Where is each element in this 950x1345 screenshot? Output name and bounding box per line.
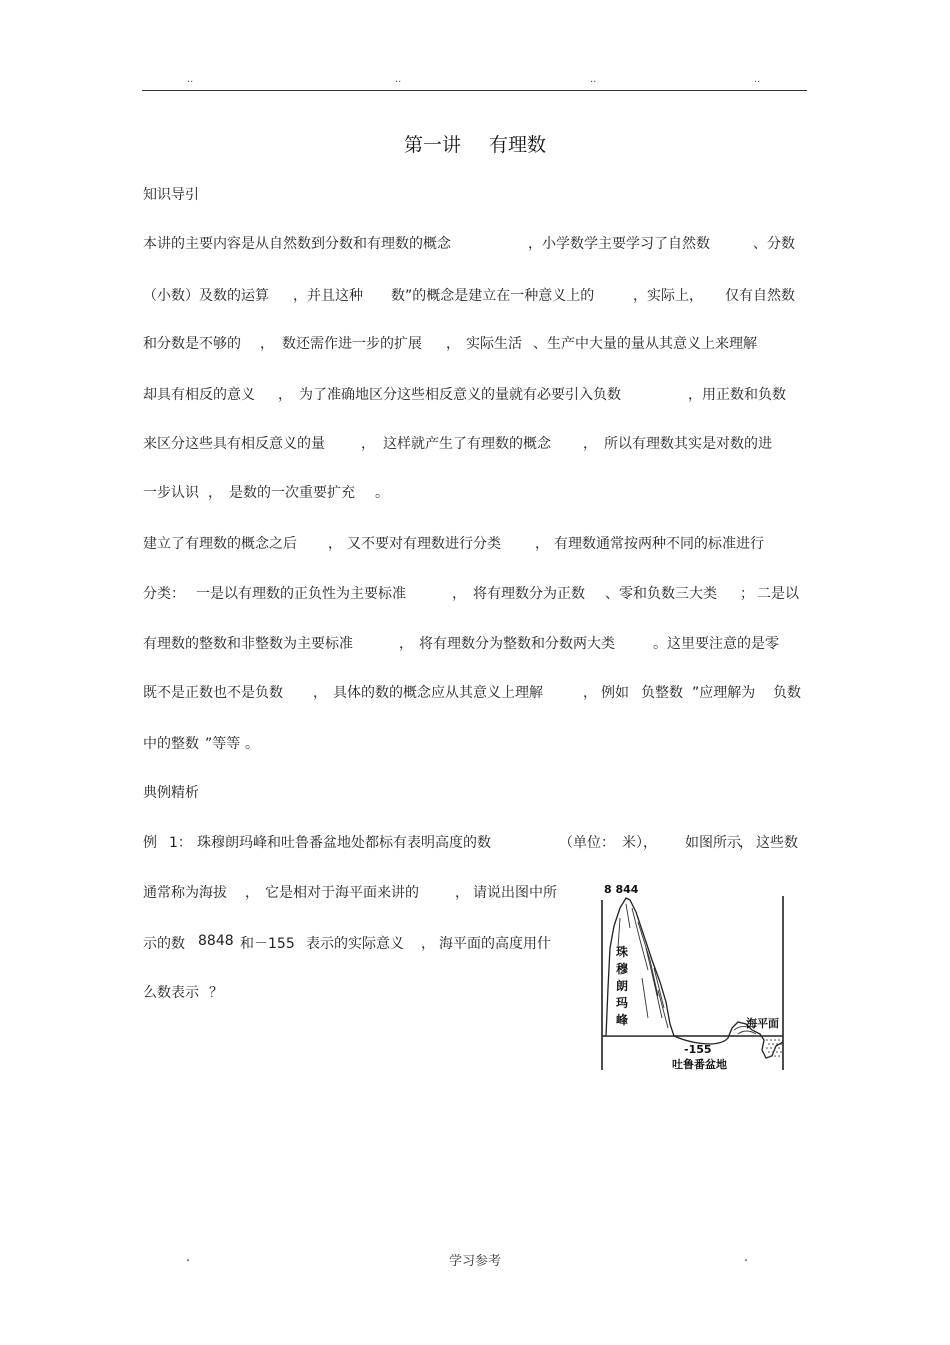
water-stipple <box>766 1039 782 1057</box>
footer-center-text: 学习参考 <box>448 1254 501 1269</box>
text: 实际生活 <box>466 336 522 352</box>
text: ，并且这种 <box>293 288 363 304</box>
text: 它是相对于海平面来讲的 <box>265 885 419 901</box>
text: 一是以有理数的正负性为主要标准 <box>196 586 406 602</box>
text: 负整数 <box>641 685 683 701</box>
text: 却具有相反的意义 <box>143 387 255 403</box>
text: 、分数 <box>753 236 795 252</box>
text: 本讲的主要内容是从自然数到分数和有理数的概念 <box>143 236 451 252</box>
text: 、零和负数三大类 <box>605 586 717 602</box>
text: 通常称为海拔 <box>143 885 227 901</box>
text: ； <box>740 586 754 602</box>
header-dots-3: .. <box>590 74 597 85</box>
page-title <box>0 130 950 157</box>
text: ， <box>399 636 413 652</box>
text: ？ <box>209 985 223 1001</box>
header-dots-4: .. <box>754 74 761 85</box>
sea-level-label: 海平面 <box>746 1017 779 1030</box>
section-heading-knowledge: 知识导引 <box>143 187 199 203</box>
text: 数还需作进一步的扩展 <box>282 336 422 352</box>
text: ，小学数学主要学习了自然数 <box>528 236 710 252</box>
text: 既不是正数也不是负数 <box>143 685 283 701</box>
text: 二是以 <box>757 586 799 602</box>
text: 和－155 <box>240 936 295 952</box>
text: 具体的数的概念应从其意义上理解 <box>333 685 543 701</box>
text: 是数的一次重要扩充 <box>229 485 355 501</box>
altitude-figure <box>596 878 792 1078</box>
text: 示的数 <box>143 936 185 952</box>
text: ，用正数和负数 <box>688 387 786 403</box>
header-rule <box>142 90 807 91</box>
text: ， <box>421 936 435 952</box>
text: ， <box>455 885 469 901</box>
text: 有理数通常按两种不同的标准进行 <box>554 536 764 552</box>
header-dots-2: .. <box>395 74 402 85</box>
peak-label-char: 峰 <box>616 1013 629 1027</box>
text: 仅有自然数 <box>725 288 795 304</box>
text: 将有理数分为整数和分数两大类 <box>419 636 615 652</box>
text: ， <box>328 536 342 552</box>
text: 。 <box>245 736 259 752</box>
text: 表示的实际意义 <box>306 936 404 952</box>
text: 、生产中大量的量从其意义上来理解 <box>533 336 757 352</box>
text: ， <box>452 586 466 602</box>
basin-label: 吐鲁番盆地 <box>672 1058 727 1071</box>
text: ， <box>739 835 753 851</box>
text: 如图所示 <box>685 835 741 851</box>
footer-right-dot: . <box>744 1250 749 1265</box>
text: 珠穆朗玛峰和吐鲁番盆地处都标有表明高度的数 <box>197 835 491 851</box>
text: 将有理数分为正数 <box>473 586 585 602</box>
text: ， <box>583 436 597 452</box>
text: ， <box>535 536 549 552</box>
text: ， <box>278 387 292 403</box>
text: ， <box>446 336 460 352</box>
peak-label-char: 珠 <box>616 945 629 959</box>
peak-height-label: 8 844 <box>604 883 639 896</box>
text: 和分数是不够的 <box>143 336 241 352</box>
text: ”等等 <box>205 736 241 752</box>
text: ，实际上， <box>633 288 703 304</box>
text: ”应理解为 <box>692 685 756 701</box>
text: 一步认识 <box>143 485 199 501</box>
footer-left-dot: . <box>186 1250 191 1265</box>
text: 8848 <box>198 933 234 949</box>
header-dots-1: .. <box>187 74 194 85</box>
text: 分类： <box>143 586 185 602</box>
text: 建立了有理数的概念之后 <box>143 536 297 552</box>
text: 负数 <box>773 685 801 701</box>
text: ， <box>245 885 259 901</box>
text: 数”的概念是建立在一种意义上的 <box>391 288 595 304</box>
peak-label-char: 玛 <box>616 996 629 1010</box>
text: 1： <box>169 835 192 851</box>
text: ， <box>583 685 597 701</box>
text: 又不要对有理数进行分类 <box>347 536 501 552</box>
text: 这样就产生了有理数的概念 <box>383 436 551 452</box>
text: 为了准确地区分这些相反意义的量就有必要引入负数 <box>299 387 621 403</box>
text: 请说出图中所 <box>473 885 557 901</box>
text: 么数表示 <box>143 985 199 1001</box>
text: 海平面的高度用什 <box>439 936 551 952</box>
text: 。这里要注意的是零 <box>653 636 779 652</box>
text: ， <box>313 685 327 701</box>
text: ， <box>260 336 274 352</box>
text: 例如 <box>601 685 629 701</box>
text: （单位： <box>559 835 615 851</box>
text: 米）， <box>622 835 657 851</box>
peak-label-char: 穆 <box>616 962 629 976</box>
text: 这些数 <box>756 835 798 851</box>
basin-depth-label: -155 <box>684 1043 712 1056</box>
text: 例 <box>143 835 157 851</box>
peak-label-char: 朗 <box>616 979 629 993</box>
text: ， <box>208 485 222 501</box>
text: 。 <box>375 485 389 501</box>
section-heading-examples: 典例精析 <box>143 785 199 801</box>
text: 有理数的整数和非整数为主要标准 <box>143 636 353 652</box>
text: ， <box>361 436 375 452</box>
text: （小数）及数的运算 <box>143 288 269 304</box>
title-part1: 第一讲 <box>403 134 461 156</box>
text: 中的整数 <box>143 736 199 752</box>
text: 来区分这些具有相反意义的量 <box>143 436 325 452</box>
title-part2: 有理数 <box>489 134 547 156</box>
text: 所以有理数其实是对数的进 <box>604 436 772 452</box>
